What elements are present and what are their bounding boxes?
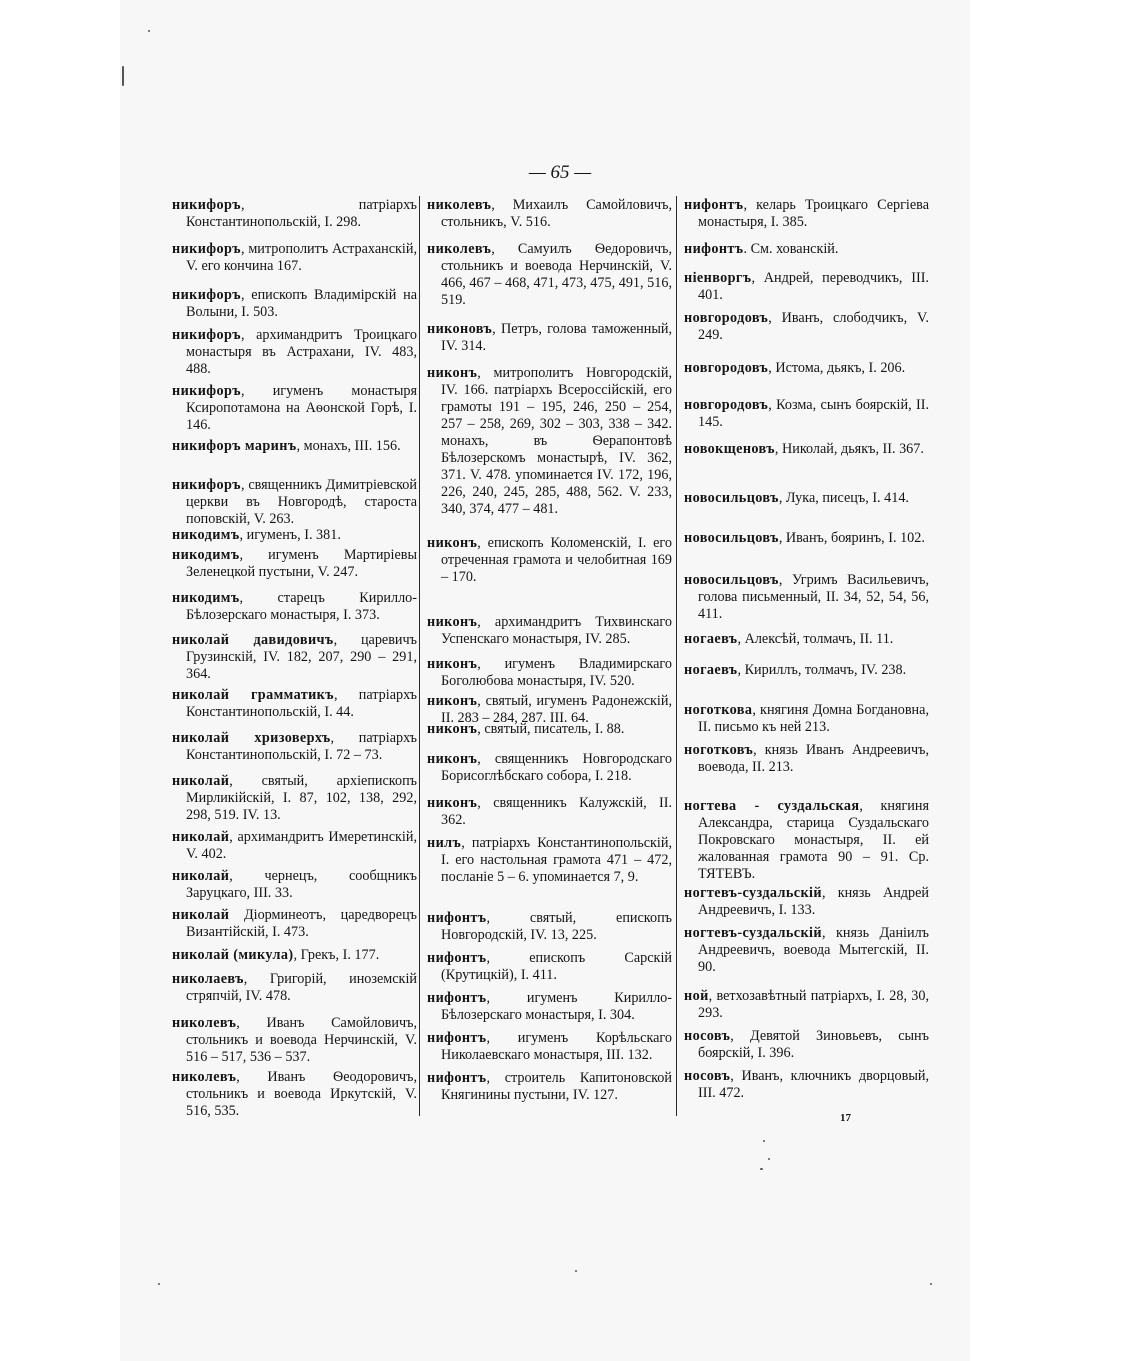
entry-headword: нифонтъ — [427, 1070, 487, 1086]
column-rule — [676, 196, 677, 1116]
index-entry — [172, 1069, 417, 1120]
entry-text: , епископъ Коломенскій, I. его отреченная грамота и челобитная 169 – 170. — [441, 535, 672, 585]
entry-text: , патріархъ Константинопольскій, I. 44. — [186, 687, 417, 720]
index-entry — [684, 241, 929, 258]
entry-headword: нилъ — [427, 835, 462, 851]
entry-text: , Михаилъ Самойловичъ, стольникъ, V. 516. — [441, 197, 672, 230]
index-entry — [684, 1068, 929, 1102]
scan-speck — [930, 1283, 932, 1285]
entry-text: , Девятой Зиновьевъ, сынъ боярскій, I. 396. — [698, 1028, 929, 1061]
index-entry — [172, 241, 417, 275]
index-entry — [684, 397, 929, 431]
entry-headword: никонъ — [427, 693, 478, 709]
index-entry — [172, 547, 417, 581]
index-entry — [684, 742, 929, 776]
entry-text: , Петръ, голова таможенный, IV. 314. — [441, 321, 672, 354]
entry-text: , старецъ Кирилло-Бѣлозерскаго монастыря, I. 373. — [186, 590, 417, 623]
entry-headword: никонъ — [427, 721, 478, 737]
entry-text: , Иванъ Ѳеодоровичъ, стольникъ и воевода Иркутскій, V. 516, 535. — [186, 1069, 417, 1119]
entry-text: , митрополитъ Астраханскій, V. его кончина 167. — [186, 241, 417, 274]
index-entry — [684, 572, 929, 623]
index-entry — [172, 947, 417, 964]
entry-headword: никонъ — [427, 535, 478, 551]
entry-headword: новгородовъ — [684, 360, 769, 376]
entry-text: , князь Андрей Андреевичъ, I. 133. — [698, 885, 929, 918]
column-rule — [419, 196, 420, 1116]
entry-headword: нифонтъ — [427, 950, 487, 966]
entry-text: , епископъ Сарскій (Крутицкій), I. 411. — [441, 950, 672, 983]
index-entry — [684, 310, 929, 344]
entry-text: , патріархъ Константинопольскій, I. 298. — [186, 197, 417, 230]
index-entry — [172, 327, 417, 378]
entry-text: , архимандритъ Имеретинскій, V. 402. — [186, 829, 417, 862]
entry-headword: новосильцовъ — [684, 572, 779, 588]
entry-headword: ногаевъ — [684, 662, 738, 678]
entry-headword: никифоръ — [172, 477, 241, 493]
entry-headword: николай (микула) — [172, 947, 294, 963]
entry-text: , строитель Капитоновской Княгинины пустыни, IV. 127. — [441, 1070, 672, 1103]
entry-headword: николевъ — [172, 1015, 237, 1031]
entry-headword: новосильцовъ — [684, 490, 779, 506]
index-entry — [427, 614, 672, 648]
entry-text: , игуменъ монастыря Ксиропотамона на Аѳонской Горѣ, I. 146. — [186, 383, 417, 433]
entry-text: , Кириллъ, толмачъ, IV. 238. — [737, 662, 907, 678]
entry-text: , святый, архіепископъ Мирликійскій, I. 87, 102, 138, 292, 298, 519. IV. 13. — [186, 773, 417, 823]
entry-headword: новгородовъ — [684, 397, 769, 413]
index-entry — [427, 910, 672, 944]
page-number: — 65 — — [528, 162, 592, 183]
entry-headword: ногтевъ-суздальскій — [684, 885, 822, 901]
index-entry — [427, 365, 672, 518]
entry-text: , князь Иванъ Андреевичъ, воевода, II. 213. — [698, 742, 929, 775]
entry-headword: николевъ — [172, 1069, 237, 1085]
index-entry — [172, 477, 417, 528]
index-entry — [172, 383, 417, 434]
entry-headword: николай — [172, 829, 230, 845]
index-entry — [172, 197, 417, 231]
entry-text: , Угримъ Васильевичъ, голова письменный, II. 34, 52, 54, 56, 411. — [698, 572, 929, 622]
entry-headword: ногтева - суздальская — [684, 798, 860, 814]
entry-headword: николай — [172, 773, 230, 789]
index-entry — [172, 730, 417, 764]
index-entry — [427, 535, 672, 586]
entry-headword: никифоръ — [172, 287, 241, 303]
index-entry — [172, 527, 417, 544]
entry-headword: новосильцовъ — [684, 530, 779, 546]
index-entry — [684, 702, 929, 736]
index-entry — [684, 360, 929, 377]
entry-text: , князь Даніилъ Андреевичъ, воевода Мытегскій, II. 90. — [698, 925, 929, 975]
index-entry — [172, 632, 417, 683]
entry-headword: ногаевъ — [684, 631, 738, 647]
entry-headword: николай — [172, 868, 230, 884]
entry-text: , монахъ, III. 156. — [296, 438, 401, 454]
entry-text: , архимандритъ Троицкаго монастыря въ Астрахани, IV. 483, 488. — [186, 327, 417, 377]
index-entry — [172, 687, 417, 721]
entry-text: , патріархъ Константинопольскій, I. его настольная грамота 471 – 472, посланіе 5 – 6. упоминается 7, 9. — [441, 835, 672, 885]
entry-text: , игуменъ, I. 381. — [239, 527, 341, 543]
index-entry — [427, 950, 672, 984]
entry-headword: николевъ — [427, 241, 492, 257]
entry-text: , патріархъ Константинопольскій, I. 72 – 73. — [186, 730, 417, 763]
entry-headword: никонъ — [427, 614, 478, 630]
index-entry — [684, 925, 929, 976]
entry-text: , архимандритъ Тихвинскаго Успенскаго монастыря, IV. 285. — [441, 614, 672, 647]
entry-headword: никифоръ маринъ — [172, 438, 297, 454]
entry-text: , Иванъ Самойловичъ, стольникъ и воевода Нерчинскій, V. 516 – 517, 536 – 537. — [186, 1015, 417, 1065]
index-entry — [684, 988, 929, 1022]
entry-text: , святый, епископъ Новгородскій, IV. 13, 225. — [441, 910, 672, 943]
entry-headword: никодимъ — [172, 547, 240, 563]
index-entry — [172, 1015, 417, 1066]
entry-headword: нифонтъ — [427, 1030, 487, 1046]
entry-headword: николай хризоверхъ — [172, 730, 331, 746]
index-entry — [172, 287, 417, 321]
index-entry — [684, 197, 929, 231]
entry-text: , ветхозавѣтный патріархъ, I. 28, 30, 293. — [698, 988, 929, 1021]
entry-text: , Николай, дьякъ, II. 367. — [774, 441, 924, 457]
entry-text: , епископъ Владимірскій на Волыни, I. 503. — [186, 287, 417, 320]
entry-text: , чернецъ, сообщникъ Заруцкаго, III. 33. — [186, 868, 417, 901]
index-entry — [427, 751, 672, 785]
entry-headword: никонъ — [427, 365, 478, 381]
index-entry — [172, 829, 417, 863]
entry-headword: никифоръ — [172, 197, 241, 213]
entry-headword: николевъ — [427, 197, 492, 213]
entry-headword: нифонтъ — [684, 197, 744, 213]
entry-headword: ноготкова — [684, 702, 753, 718]
index-entry — [684, 490, 929, 507]
index-entry — [684, 1028, 929, 1062]
entry-headword: ногтевъ-суздальскій — [684, 925, 822, 941]
entry-text: , Иванъ, бояринъ, I. 102. — [778, 530, 925, 546]
entry-text: , святый, игуменъ Радонежскій, II. 283 – 284, 287. III. 64. — [441, 693, 672, 726]
entry-headword: никодимъ — [172, 590, 240, 606]
scan-speck — [122, 66, 124, 86]
index-entry — [172, 773, 417, 824]
entry-text: , Иванъ, слободчикъ, V. 249. — [698, 310, 929, 343]
scan-speck — [575, 1270, 577, 1272]
entry-text: , княгиня Домна Богдановна, II. письмо къ ней 213. — [698, 702, 929, 735]
entry-text: , Грекъ, I. 177. — [293, 947, 380, 963]
entry-headword: никифоръ — [172, 241, 241, 257]
entry-text: , священникъ Новгородскаго Борисоглѣбскаго собора, I. 218. — [441, 751, 672, 784]
index-entry — [172, 590, 417, 624]
entry-headword: никифоръ — [172, 383, 241, 399]
index-entry — [427, 197, 672, 231]
entry-headword: николаевъ — [172, 971, 244, 987]
index-entry — [172, 907, 417, 941]
entry-text: , Алексѣй, толмачъ, II. 11. — [737, 631, 894, 647]
entry-headword: николай грамматикъ — [172, 687, 334, 703]
entry-text: , игуменъ Корѣльскаго Николаевскаго монастыря, III. 132. — [441, 1030, 672, 1063]
entry-headword: никифоръ — [172, 327, 241, 343]
entry-text: , Андрей, переводчикъ, III. 401. — [698, 270, 929, 303]
index-entry — [172, 868, 417, 902]
entry-headword: николай — [172, 907, 230, 923]
index-entry — [427, 835, 672, 886]
entry-text: , святый, писатель, I. 88. — [477, 721, 625, 737]
entry-text: , священникъ Димитріевской церкви въ Новгородѣ, староста поповскій, V. 263. — [186, 477, 417, 527]
entry-headword: носовъ — [684, 1068, 731, 1084]
index-entry — [427, 990, 672, 1024]
entry-headword: новгородовъ — [684, 310, 769, 326]
entry-text: , игуменъ Кирилло-Бѣлозерскаго монастыря, I. 304. — [441, 990, 672, 1023]
index-entry — [684, 631, 929, 648]
entry-text: , царевичъ Грузинскій, IV. 182, 207, 290 – 291, 364. — [186, 632, 417, 682]
entry-headword: никоновъ — [427, 321, 493, 337]
entry-headword: нифонтъ — [427, 990, 487, 1006]
index-entry — [684, 441, 929, 458]
entry-headword: никонъ — [427, 751, 478, 767]
scan-speck — [760, 1168, 763, 1170]
entry-text: , митрополитъ Новгородскій, IV. 166. патріархъ Всероссійскій, его грамоты 191 – 195, 246, 250 – 254, 257 – 258, 269, 302 – 303, 338 – 342. монахъ, въ Ѳерапонтовѣ Бѣлозерскомъ монастырѣ, IV. 362, 371. V. 478. упоминается IV. 172, 196, 226, 240, 245, 285, 488, 562. V. 233, 340, 374, 477 – 481. — [441, 365, 672, 517]
index-entry — [684, 530, 929, 547]
entry-headword: носовъ — [684, 1028, 731, 1044]
scan-speck — [148, 30, 150, 32]
signature-mark: 17 — [840, 1112, 851, 1124]
scan-speck — [158, 1283, 160, 1285]
index-entry — [684, 662, 929, 679]
entry-text: . См. хованскій. — [743, 241, 839, 257]
entry-text: , игуменъ Мартиріевы Зеленецкой пустыни, V. 247. — [186, 547, 417, 580]
entry-text: , Григорій, иноземскій стряпчій, IV. 478. — [186, 971, 417, 1004]
entry-headword: никодимъ — [172, 527, 240, 543]
index-entry — [427, 1030, 672, 1064]
index-entry — [684, 798, 929, 883]
entry-headword: ноготковъ — [684, 742, 754, 758]
index-entry — [684, 270, 929, 304]
entry-text: , Козма, сынъ боярскій, II. 145. — [698, 397, 929, 430]
index-entry — [427, 721, 672, 738]
entry-headword: никонъ — [427, 795, 478, 811]
entry-headword: никонъ — [427, 656, 478, 672]
index-entry — [427, 1070, 672, 1104]
entry-text: , княгиня Александра, старица Суздальскаго Покровскаго монастыря, II. ей жалованная грамота 90 – 91. Ср. ТЯТЕВЪ. — [698, 798, 929, 882]
entry-headword: ніенворгъ — [684, 270, 752, 286]
index-entry — [427, 241, 672, 309]
scan-speck — [763, 1140, 765, 1142]
entry-text: , Истома, дьякъ, I. 206. — [768, 360, 906, 376]
entry-text: , келарь Троицкаго Сергіева монастыря, I. 385. — [698, 197, 929, 230]
index-entry — [427, 795, 672, 829]
entry-text: Діорминеотъ, царедворецъ Византійскій, I. 473. — [186, 907, 417, 940]
entry-headword: новокщеновъ — [684, 441, 775, 457]
entry-text: , Лука, писецъ, I. 414. — [778, 490, 909, 506]
entry-text: , священникъ Калужскій, II. 362. — [441, 795, 672, 828]
entry-headword: николай давидовичъ — [172, 632, 334, 648]
scan-speck — [768, 1158, 770, 1160]
entry-text: , игуменъ Владимирскаго Боголюбова монастыря, IV. 520. — [441, 656, 672, 689]
entry-headword: ной — [684, 988, 709, 1004]
index-entry — [427, 656, 672, 690]
index-entry — [172, 438, 417, 455]
entry-headword: нифонтъ — [427, 910, 487, 926]
entry-text: , Иванъ, ключникъ дворцовый, III. 472. — [698, 1068, 929, 1101]
entry-headword: нифонтъ — [684, 241, 744, 257]
index-entry — [172, 971, 417, 1005]
index-entry — [427, 321, 672, 355]
index-entry — [684, 885, 929, 919]
entry-text: , Самуилъ Ѳедоровичъ, стольникъ и воевода Нерчинскій, V. 466, 467 – 468, 471, 473, 475, 491, 516, 519. — [441, 241, 672, 308]
